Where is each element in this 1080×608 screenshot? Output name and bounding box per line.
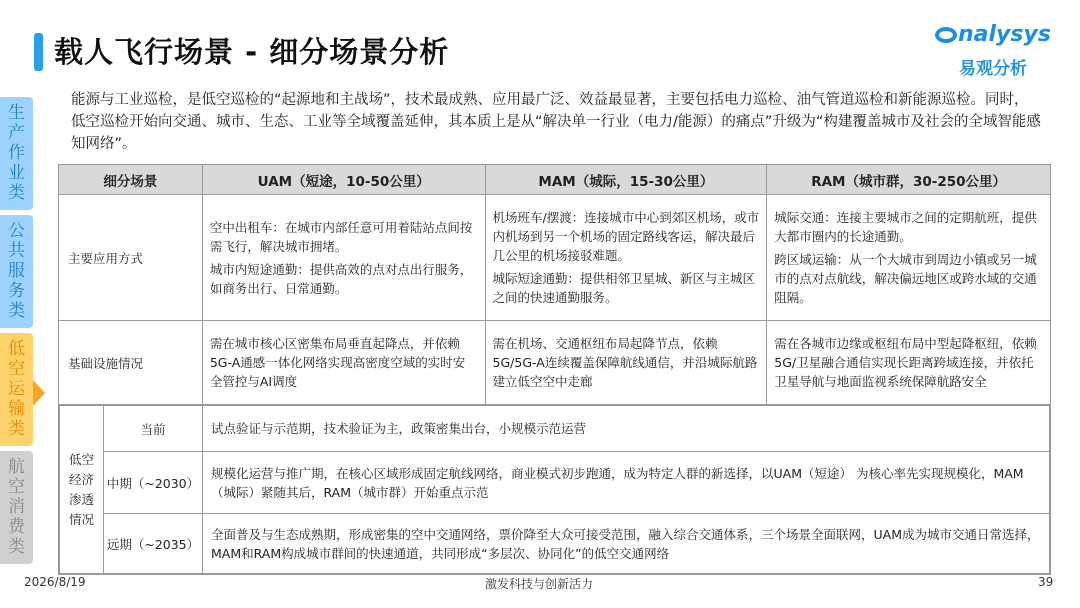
- stage-row-mid: [60, 452, 1050, 514]
- footer-date: 2026/8/19: [24, 575, 86, 589]
- row-label-penetration: [60, 406, 104, 574]
- stage-text: 全面普及与生态成熟期，形成密集的空中交通网络，票价降至大众可接受范围，融入综合交通体系，三个场景全面联网，UAM成为城市交通日常选择，MAM和RAM构成城市群间的快速通道，共同形成“多层次、协同化”的低空交通网络: [203, 514, 1050, 574]
- stage-name: 当前: [104, 406, 203, 452]
- logo-mark-icon: [935, 27, 957, 43]
- side-tab-char: 务: [8, 281, 25, 301]
- cell-mam-infrastructure: 需在机场、交通枢纽布局起降节点，依赖5G/5G-A连续覆盖保障航线通信，并沿城际航路建立低空空中走廊: [485, 321, 767, 405]
- stage-name: 远期（~2035）: [104, 514, 203, 574]
- cell-paragraph: 城市内短途通勤：提供高效的点对点出行服务，如商务出行、日常通勤。: [209, 261, 473, 296]
- header-mam: MAM（城际，15-30公里）: [485, 165, 767, 195]
- side-tab-char: 业: [8, 163, 25, 183]
- cell-paragraph: 城际交通：连接主要城市之间的定期航班，提供大都市圈内的长途通勤。: [774, 210, 1037, 244]
- stage-text: 试点验证与示范期，技术验证为主，政策密集出台，小规模示范运营: [203, 406, 1050, 452]
- cell-uam-infrastructure: 需在城市核心区密集布局垂直起降点，并依赖5G-A通感一体化网络实现高密度空域的实时安全管控与AI调度: [202, 321, 485, 405]
- side-tab-low-altitude-transport[interactable]: [0, 333, 33, 446]
- side-tab-char: 低: [8, 339, 25, 359]
- logo-word-text: nalysys: [958, 22, 1051, 47]
- side-tab-char: 消: [8, 497, 25, 517]
- header-ram: RAM（城市群，30-250公里）: [767, 165, 1051, 195]
- side-tab-char: 输: [8, 399, 25, 419]
- footer-slogan: 激发科技与创新活力: [485, 577, 594, 591]
- row-label-infrastructure: 基础设施情况: [59, 321, 203, 405]
- row-label-line: 情况: [68, 511, 94, 527]
- side-tab-public-service[interactable]: [0, 215, 33, 328]
- side-tab-char: 空: [8, 359, 25, 379]
- active-tab-arrow-icon: [33, 380, 45, 406]
- side-tab-aviation-consumption[interactable]: [0, 451, 33, 564]
- header-uam: UAM（短途，10-50公里）: [202, 165, 485, 195]
- side-tab-char: 运: [8, 379, 25, 399]
- header-segment: 细分场景: [59, 165, 203, 195]
- page-number: 39: [1038, 575, 1054, 589]
- scenario-table: [58, 164, 1051, 575]
- row-label-line: 低空: [68, 451, 94, 467]
- side-tab-char: 服: [8, 261, 25, 281]
- table-header-row: [59, 165, 1051, 195]
- stage-row-current: [60, 406, 1050, 452]
- row-label-application: 主要应用方式: [59, 195, 203, 321]
- logo-wordmark: [935, 22, 1051, 47]
- analysys-logo: [935, 22, 1055, 82]
- side-tab-char: 费: [8, 517, 25, 537]
- title-accent-bar: [34, 33, 43, 71]
- side-tab-char: 类: [8, 183, 25, 203]
- penetration-subtable: [59, 405, 1050, 574]
- cell-paragraph: 空中出租车：在城市内部任意可用着陆站点间按需飞行，解决城市拥堵。: [209, 219, 473, 254]
- side-tab-char: 公: [8, 221, 25, 241]
- side-tab-char: 空: [8, 477, 25, 497]
- stage-row-long: [60, 514, 1050, 574]
- cell-mam-application: [485, 195, 767, 321]
- side-tab-char: 航: [8, 457, 25, 477]
- page-title: 载人飞行场景 - 细分场景分析: [54, 35, 450, 69]
- cell-paragraph: 跨区域运输：从一个大城市到周边小镇或另一城市的点对点航线，解决偏远地区或跨水域的交通阻隔。: [774, 252, 1037, 305]
- intro-paragraph: 能源与工业巡检，是低空巡检的“起源地和主战场”，技术最成熟、应用最广泛、效益最显著，主要包括电力巡检、油气管道巡检和新能源巡检。同时，低空巡检开始向交通、城市、生态、工业等全域覆盖延伸，其本质上是从“解决单一行业（电力/能源）的痛点”升级为“构建覆盖城市及社会的全域智能感知网络”。: [71, 92, 1041, 152]
- table-row-application: [59, 195, 1051, 321]
- stage-text: 规模化运营与推广期，在核心区域形成固定航线网络，商业模式初步跑通，成为特定人群的新选择，以UAM（短途） 为核心率先实现规模化，MAM（城际）紧随其后，RAM（城市群）开始重点示范: [203, 452, 1050, 514]
- side-tab-char: 产: [8, 123, 25, 143]
- side-tab-nav: [0, 97, 33, 569]
- side-tab-char: 类: [8, 419, 25, 439]
- side-tab-production[interactable]: [0, 97, 33, 210]
- side-tab-char: 生: [8, 103, 25, 123]
- row-label-line: 渗透: [68, 491, 94, 507]
- side-tab-char: 类: [8, 301, 25, 321]
- side-tab-char: 类: [8, 537, 25, 557]
- row-label-line: 经济: [68, 471, 94, 487]
- cell-paragraph: 城际短途通勤：提供相邻卫星城、新区与主城区之间的快速通勤服务。: [492, 271, 756, 305]
- cell-ram-infrastructure: 需在各城市边缘或枢纽布局中型起降枢纽，依赖5G/卫星融合通信实现长距离跨域连接，并依托卫星导航与地面监视系统保障航路安全: [767, 321, 1051, 405]
- cell-paragraph: 机场班车/摆渡：连接城市中心到郊区机场，或市内机场到另一个机场的固定路线客运，解决最后几公里的机场接驳难题。: [492, 210, 760, 263]
- cell-uam-application: [202, 195, 485, 321]
- side-tab-char: 作: [8, 143, 25, 163]
- stage-name: 中期（~2030）: [104, 452, 203, 514]
- cell-ram-application: [767, 195, 1051, 321]
- table-row-infrastructure: [59, 321, 1051, 405]
- logo-chinese-name: 易观分析: [959, 59, 1027, 79]
- side-tab-char: 共: [8, 241, 25, 261]
